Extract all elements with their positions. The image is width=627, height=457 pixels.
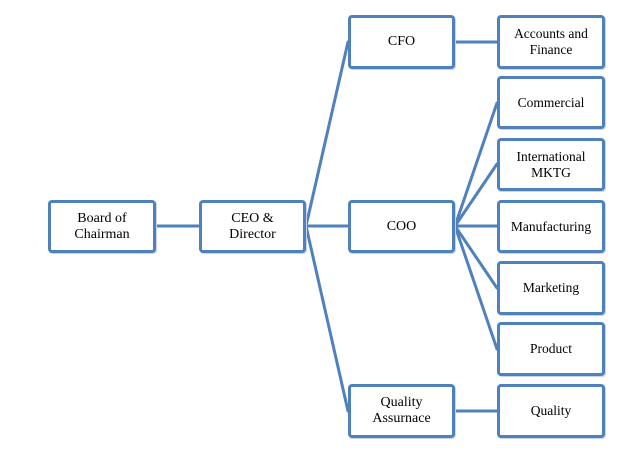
- connector-coo-product: [455, 226, 497, 349]
- accounts-finance-node: [497, 15, 605, 69]
- connector-coo-marketing: [455, 226, 497, 288]
- coo-node: [348, 200, 455, 253]
- coo-label: COO: [386, 218, 417, 234]
- cfo-node: [348, 15, 455, 69]
- quality-label: Quality: [530, 403, 572, 418]
- accounts-finance-label: Accounts and Finance: [514, 26, 588, 57]
- connector-ceo-cfo: [306, 42, 348, 226]
- manufacturing-label: Manufacturing: [510, 218, 592, 234]
- product-node: [497, 322, 605, 376]
- product-label: Product: [530, 341, 572, 356]
- ceo-director-node: [199, 200, 306, 253]
- quality-assurance-label: Quality Assurnace: [372, 395, 431, 426]
- connector-coo-commercial: [455, 103, 497, 226]
- manufacturing-node: [497, 200, 605, 253]
- cfo-label: CFO: [387, 34, 416, 49]
- marketing-node: [497, 261, 605, 315]
- ceo-director-label: CEO & Director: [229, 210, 276, 242]
- commercial-node: [497, 76, 605, 129]
- connector-coo-intl: [455, 164, 497, 226]
- quality-assurance-node: [348, 384, 455, 438]
- board-of-chairman-label: Board of Chairman: [74, 210, 130, 242]
- marketing-label: Marketing: [522, 280, 580, 295]
- quality-node: [497, 384, 605, 438]
- international-mktg-label: International MKTG: [516, 148, 586, 180]
- international-mktg-node: [497, 138, 605, 191]
- board-of-chairman-node: [48, 200, 156, 253]
- commercial-label: Commercial: [517, 94, 585, 110]
- connector-ceo-qa: [306, 226, 348, 411]
